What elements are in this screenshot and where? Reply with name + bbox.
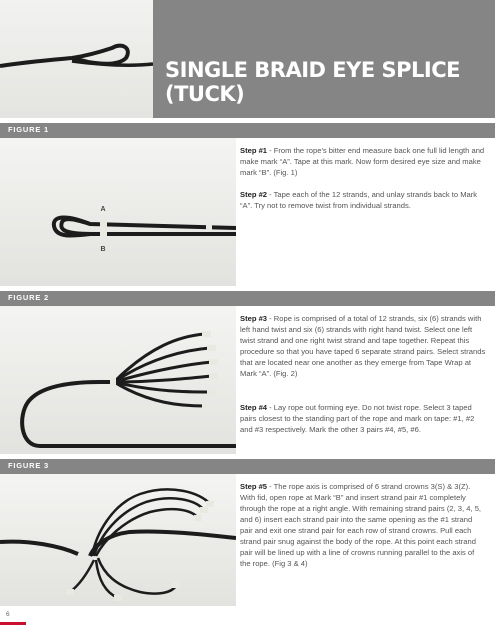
step-1-label: Step #1	[240, 146, 268, 155]
mark-a-label: A	[100, 206, 106, 213]
step-4-label: Step #4	[240, 403, 268, 412]
page-title: SINGLE BRAID EYE SPLICE (TUCK)	[165, 58, 460, 106]
step-2-text: - Tape each of the 12 strands, and unlay strands back to Mark “A”. Try not to remove twist from individual strands.	[240, 190, 478, 210]
step-4	[240, 402, 486, 435]
page-number: 6	[6, 611, 10, 618]
rope-eye-with-tape-marks-icon	[0, 138, 236, 286]
step-1-text: - From the rope's bitter end measure back one full lid length and make mark “A”. Tape at this mark. Now form desired eye size and make mark “B”. (Fig. 1)	[240, 146, 485, 177]
figure-2-photo	[0, 306, 236, 454]
figure-2-bar	[0, 291, 495, 306]
figure-1-bar	[0, 123, 495, 138]
hero-rope-photo	[0, 0, 153, 118]
mark-b-label: B	[100, 246, 106, 253]
footer-accent-rule	[0, 622, 26, 625]
title-panel	[153, 0, 495, 118]
figure-3-bar	[0, 459, 495, 474]
step-2	[240, 189, 486, 211]
figure-1-photo	[0, 138, 236, 286]
figure-2-label: FIGURE 2	[8, 293, 49, 302]
unlaid-strands-fan-icon	[0, 306, 236, 454]
strands-inserted-through-rope-icon	[0, 474, 236, 606]
step-5	[240, 481, 486, 569]
figure-3-photo	[0, 474, 236, 606]
step-3-label: Step #3	[240, 314, 268, 323]
step-3	[240, 313, 486, 379]
step-3-text: - Rope is comprised of a total of 12 strands, six (6) strands with left hand twist and six (6) strands with right hand twist. Select one left twist strand and one right twist strand and tape together. Repeat this procedure so that you have taped 6 separate strand pairs. Select strands that are located near one another as they emerge from Tape Wrap at Mark “A”. (Fig. 2)	[240, 314, 486, 378]
step-5-label: Step #5	[240, 482, 268, 491]
step-4-text: - Lay rope out forming eye. Do not twist rope. Select 3 taped pairs closest to the standing part of the rope and mark on tape: #1, #2 and #3 respectively. Mark the other 3 pairs #4, #5, #6.	[240, 403, 475, 434]
step-5-text: - The rope axis is comprised of 6 strand crowns 3(S) & 3(Z). With fid, open rope at Mark “B” and insert strand pair #1 completely through the rope at a right angle. With remaining strand pairs (2, 3, 4, 5, and 6) insert each strand pair into the same opening as the #1 strand pair and exit one strand pair for each row of strand crowns. Pull each strand pair snug against the body of the rope. At this point each strand pair will be lined up with a line of crowns running parallel to the axis of the rope. (Fig 3 & 4)	[240, 482, 482, 568]
step-1	[240, 145, 486, 178]
step-2-label: Step #2	[240, 190, 268, 199]
figure-1-label: FIGURE 1	[8, 125, 49, 134]
figure-3-label: FIGURE 3	[8, 461, 49, 470]
rope-eye-loop-icon	[0, 0, 153, 118]
